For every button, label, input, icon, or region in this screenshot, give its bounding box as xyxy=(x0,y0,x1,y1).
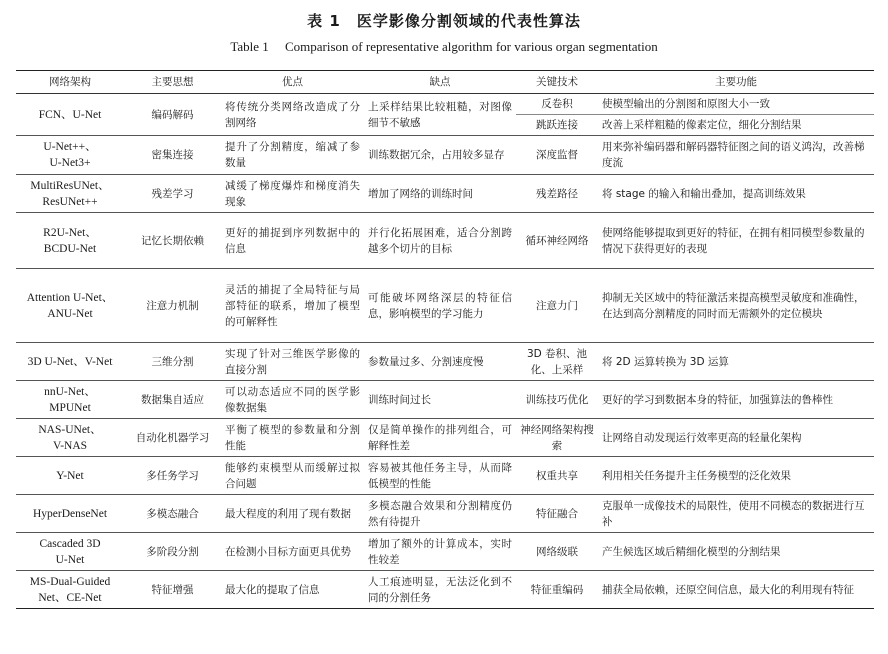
architecture-cell xyxy=(16,136,124,175)
advantage-cell: 平衡了模型的参数量和分割性能 xyxy=(221,419,364,457)
architecture-cell xyxy=(16,269,124,343)
architecture-cell xyxy=(16,419,124,457)
table-row xyxy=(16,136,874,175)
disadvantage-cell: 多模态融合效果和分割精度仍然有待提升 xyxy=(364,495,516,533)
table-row xyxy=(16,495,874,533)
disadvantage-cell: 容易被其他任务主导，从而降低模型的性能 xyxy=(364,457,516,495)
advantage-cell: 减缓了梯度爆炸和梯度消失现象 xyxy=(221,175,364,213)
table-row xyxy=(16,175,874,213)
architecture-name: U-Net3+ xyxy=(49,157,91,169)
architecture-name: NAS-UNet、 xyxy=(38,423,102,436)
advantage-cell: 提升了分割精度，缩减了参数量 xyxy=(221,136,364,175)
disadvantage-cell: 训练时间过长 xyxy=(364,381,516,419)
architecture-name: MultiResUNet、 xyxy=(30,179,110,192)
main-function-cell: 将 2D 运算转换为 3D 运算 xyxy=(598,343,874,381)
architecture-name: U-Net xyxy=(55,553,85,566)
disadvantage-cell: 并行化拓展困难，适合分割跨越多个切片的目标 xyxy=(364,213,516,269)
advantage-cell: 最大化的提取了信息 xyxy=(221,571,364,609)
key-technology-cell: 反卷积 xyxy=(516,94,598,115)
key-technology-cell: 特征融合 xyxy=(516,495,598,533)
table-row xyxy=(16,457,874,495)
architecture-name: U-Net++、 xyxy=(43,141,97,153)
disadvantage-cell: 上采样结果比较粗糙，对图像细节不敏感 xyxy=(364,94,516,136)
main-function-cell: 使网络能够提取到更好的特征，在拥有相同模型参数量的情况下获得更好的表现 xyxy=(598,213,874,269)
architecture-name: ResUNet++ xyxy=(42,195,98,208)
key-technology-cell: 注意力门 xyxy=(516,269,598,343)
key-technology-cell: 深度监督 xyxy=(516,136,598,175)
architecture-cell xyxy=(16,381,124,419)
architecture-name: 3D U-Net、V-Net xyxy=(27,355,113,368)
architecture-name: R2U-Net、 xyxy=(43,226,97,239)
table-header-row xyxy=(16,71,874,94)
architecture-name: V-NAS xyxy=(52,439,88,452)
disadvantage-cell: 人工痕迹明显，无法泛化到不同的分割任务 xyxy=(364,571,516,609)
main-idea-cell: 残差学习 xyxy=(124,175,221,213)
main-idea-cell: 自动化机器学习 xyxy=(124,419,221,457)
main-function-cell: 捕获全局依赖，还原空间信息，最大化的利用现有特征 xyxy=(598,571,874,609)
main-function-cell: 产生候选区域后精细化模型的分割结果 xyxy=(598,533,874,571)
table-row xyxy=(16,343,874,381)
col-header-main-idea: 主要思想 xyxy=(124,71,221,94)
main-idea-cell: 多模态融合 xyxy=(124,495,221,533)
main-function-cell: 改善上采样粗糙的像素定位，细化分割结果 xyxy=(598,115,874,136)
architecture-cell xyxy=(16,213,124,269)
disadvantage-cell: 增加了额外的计算成本，实时性较差 xyxy=(364,533,516,571)
table-row xyxy=(16,381,874,419)
advantage-cell: 将传统分类网络改造成了分割网络 xyxy=(221,94,364,136)
table-row xyxy=(16,269,874,343)
disadvantage-cell: 训练数据冗余，占用较多显存 xyxy=(364,136,516,175)
architecture-cell xyxy=(16,457,124,495)
key-technology-cell: 神经网络架构搜索 xyxy=(516,419,598,457)
disadvantage-cell: 可能破坏网络深层的特征信息，影响模型的学习能力 xyxy=(364,269,516,343)
key-technology-cell: 跳跃连接 xyxy=(516,115,598,136)
key-technology-cell: 网络级联 xyxy=(516,533,598,571)
table-caption-en: Table 1 Comparison of representative algorithm for various organ segmentation xyxy=(230,39,658,54)
main-function-cell: 克服单一成像技术的局限性，使用不同模态的数据进行互补 xyxy=(598,495,874,533)
architecture-name: MPUNet xyxy=(49,401,91,414)
main-idea-cell: 多任务学习 xyxy=(124,457,221,495)
key-technology-cell: 残差路径 xyxy=(516,175,598,213)
advantage-cell: 灵活的捕捉了全局特征与局部特征的联系，增加了模型的可解释性 xyxy=(221,269,364,343)
key-technology-cell: 训练技巧优化 xyxy=(516,381,598,419)
table-row xyxy=(16,419,874,457)
main-function-cell: 将 stage 的输入和输出叠加，提高训练效果 xyxy=(598,175,874,213)
architecture-name: HyperDenseNet xyxy=(32,507,108,520)
advantage-cell: 更好的捕捉到序列数据中的信息 xyxy=(221,213,364,269)
architecture-name: nnU-Net、 xyxy=(44,385,96,398)
architecture-cell xyxy=(16,495,124,533)
main-idea-cell: 记忆长期依赖 xyxy=(124,213,221,269)
main-function-cell: 使模型输出的分割图和原图大小一致 xyxy=(598,94,874,115)
architecture-name: Y-Net xyxy=(56,469,84,482)
disadvantage-cell: 仅是简单操作的排列组合，可解释性差 xyxy=(364,419,516,457)
disadvantage-cell: 参数量过多、分割速度慢 xyxy=(364,343,516,381)
col-header-architecture: 网络架构 xyxy=(16,71,124,94)
key-technology-cell: 权重共享 xyxy=(516,457,598,495)
architecture-cell xyxy=(16,571,124,609)
col-header-disadvantages: 缺点 xyxy=(364,71,516,94)
col-header-main-function: 主要功能 xyxy=(598,71,874,94)
main-idea-cell: 多阶段分割 xyxy=(124,533,221,571)
advantage-cell: 可以动态适应不同的医学影像数据集 xyxy=(221,381,364,419)
architecture-cell xyxy=(16,94,124,136)
advantage-cell: 能够约束模型从而缓解过拟合问题 xyxy=(221,457,364,495)
col-header-advantages: 优点 xyxy=(221,71,364,94)
main-idea-cell: 三维分割 xyxy=(124,343,221,381)
main-idea-cell: 数据集自适应 xyxy=(124,381,221,419)
advantage-cell: 实现了针对三维医学影像的直接分割 xyxy=(221,343,364,381)
architecture-name: Net、CE-Net xyxy=(38,591,102,604)
architecture-name: Attention U-Net、 xyxy=(26,291,114,304)
table-row xyxy=(16,571,874,609)
key-technology-cell: 3D 卷积、池化、上采样 xyxy=(516,343,598,381)
table-row xyxy=(16,94,874,115)
architecture-name: BCDU-Net xyxy=(43,242,97,255)
table-row xyxy=(16,213,874,269)
disadvantage-cell: 增加了网络的训练时间 xyxy=(364,175,516,213)
table-caption-zh: 表 1 医学影像分割领域的代表性算法 xyxy=(307,12,581,30)
algorithm-comparison-table xyxy=(16,70,874,609)
main-idea-cell: 密集连接 xyxy=(124,136,221,175)
main-function-cell: 让网络自动发现运行效率更高的轻量化架构 xyxy=(598,419,874,457)
key-technology-cell: 循环神经网络 xyxy=(516,213,598,269)
key-technology-cell: 特征重编码 xyxy=(516,571,598,609)
main-function-cell: 用来弥补编码器和解码器特征图之间的语义鸿沟，改善梯度流 xyxy=(598,136,874,175)
architecture-cell xyxy=(16,343,124,381)
main-idea-cell: 特征增强 xyxy=(124,571,221,609)
architecture-name: Cascaded 3D xyxy=(39,537,101,550)
main-function-cell: 抑制无关区域中的特征激活来提高模型灵敏度和准确性，在达到高分割精度的同时而无需额外的定位模块 xyxy=(598,269,874,343)
main-function-cell: 更好的学习到数据本身的特征，加强算法的鲁棒性 xyxy=(598,381,874,419)
architecture-cell xyxy=(16,175,124,213)
architecture-cell xyxy=(16,533,124,571)
architecture-name: ANU-Net xyxy=(47,307,93,320)
main-idea-cell: 注意力机制 xyxy=(124,269,221,343)
table-row xyxy=(16,533,874,571)
advantage-cell: 最大程度的利用了现有数据 xyxy=(221,495,364,533)
architecture-name: FCN、U-Net xyxy=(38,108,102,121)
architecture-name: MS-Dual-Guided xyxy=(29,575,111,588)
advantage-cell: 在检测小目标方面更具优势 xyxy=(221,533,364,571)
col-header-key-technology: 关键技术 xyxy=(516,71,598,94)
main-idea-cell: 编码解码 xyxy=(124,94,221,136)
main-function-cell: 利用相关任务提升主任务模型的泛化效果 xyxy=(598,457,874,495)
